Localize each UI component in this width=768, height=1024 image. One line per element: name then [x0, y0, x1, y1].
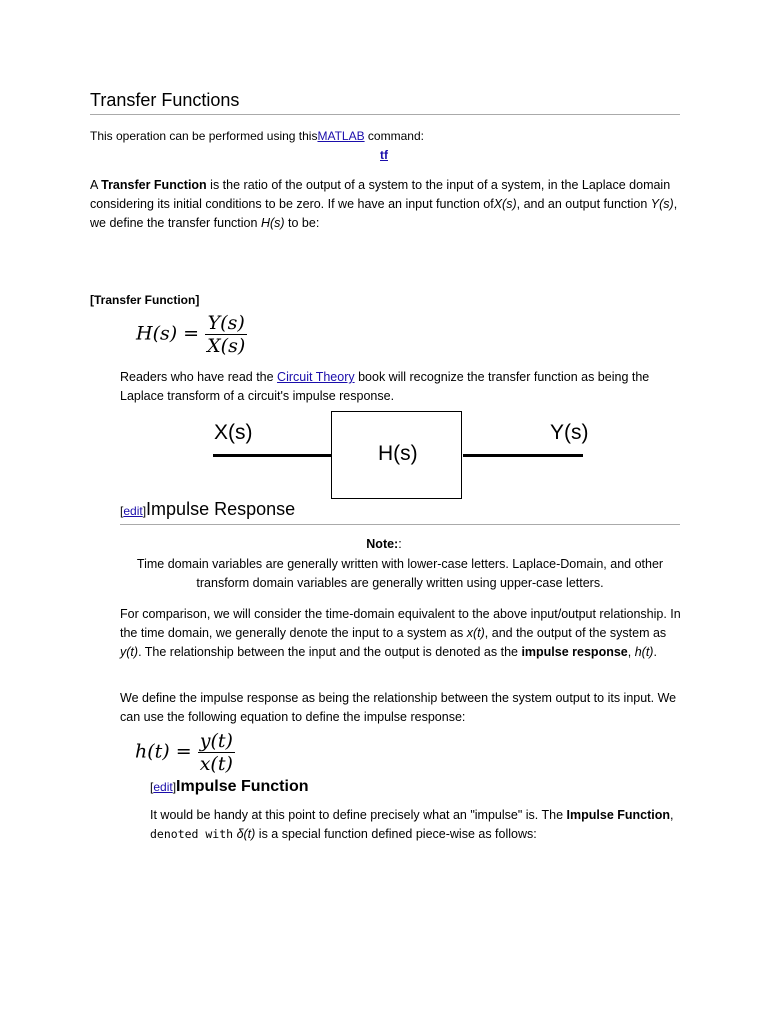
system-block: [331, 411, 462, 499]
equation-denominator: X(s): [207, 335, 246, 357]
impulse-response-term: impulse response: [521, 645, 628, 659]
tf-command-link[interactable]: tf: [380, 148, 388, 162]
page-title: Transfer Functions: [90, 90, 240, 110]
intro-text-end: command:: [364, 129, 424, 143]
block-label: H(s): [378, 442, 418, 465]
impulse-response-definition: We define the impulse response as being the relationship between the system output to its input. We can use the following equation to define the impulse response:: [120, 691, 677, 724]
output-signal-line: [463, 454, 583, 457]
edit-link-impulse-function[interactable]: edit: [153, 780, 173, 794]
equation-denominator: x(t): [199, 753, 233, 775]
impulse-function-paragraph: It would be handy at this point to define precisely what an "impulse" is. The Impulse Function, denoted with δ(t) is a special function defined piece-wise as follows:: [150, 808, 674, 841]
circuit-theory-link[interactable]: Circuit Theory: [277, 370, 355, 384]
edit-link-impulse-response[interactable]: edit: [123, 504, 143, 518]
section-divider: [120, 524, 680, 525]
input-label: X(s): [214, 421, 253, 444]
transfer-function-equation: [136, 312, 247, 357]
impulse-function-heading: [edit]Impulse Function: [150, 778, 309, 795]
command-line: [0, 148, 768, 162]
impulse-function-term: Impulse Function: [566, 808, 671, 822]
equation-numerator: y(t): [199, 730, 233, 752]
transfer-function-definition: A Transfer Function is the ratio of the output of a system to the input of a system, in the Laplace domain considering its initial conditions to be zero. If we have an input function ofX(s), and an output function Y(s), we define the transfer function H(s) to be:: [90, 178, 678, 230]
equation-numerator: Y(s): [205, 312, 247, 335]
impulse-response-equation: [135, 730, 235, 775]
input-signal-line: [213, 454, 331, 457]
note-text: Time domain variables are generally written with lower-case letters. Laplace-Domain, and other transform domain variables are generally written using upper-case letters.: [136, 557, 664, 590]
matlab-link[interactable]: MATLAB: [317, 129, 365, 143]
note-label: Note::: [366, 537, 402, 551]
section-title: Impulse Response: [146, 499, 296, 519]
equation-fraction: [198, 730, 235, 775]
equation-lhs: H(s) =: [136, 322, 200, 345]
intro-text: This operation can be performed using this: [90, 129, 318, 143]
equation-lhs: h(t) =: [135, 740, 192, 763]
intro-line: [90, 129, 424, 143]
transfer-function-term: Transfer Function: [101, 178, 207, 192]
circuit-theory-paragraph: Readers who have read the Circuit Theory book will recognize the transfer function as being the Laplace transform of a circuit's impulse response.: [120, 370, 650, 403]
output-label: Y(s): [550, 421, 589, 444]
time-domain-paragraph: For comparison, we will consider the time-domain equivalent to the above input/output relationship. In the time domain, we generally denote the input to a system as x(t), and the output of the system as y(t). The relationship between the input and the output is denoted as the impulse response, h(t).: [120, 607, 681, 659]
equation-fraction: [205, 312, 247, 357]
transfer-function-label: [Transfer Function]: [90, 293, 200, 307]
title-divider: [90, 114, 680, 115]
section-title: Impulse Function: [176, 778, 309, 795]
impulse-response-heading: [edit]Impulse Response: [120, 499, 296, 519]
